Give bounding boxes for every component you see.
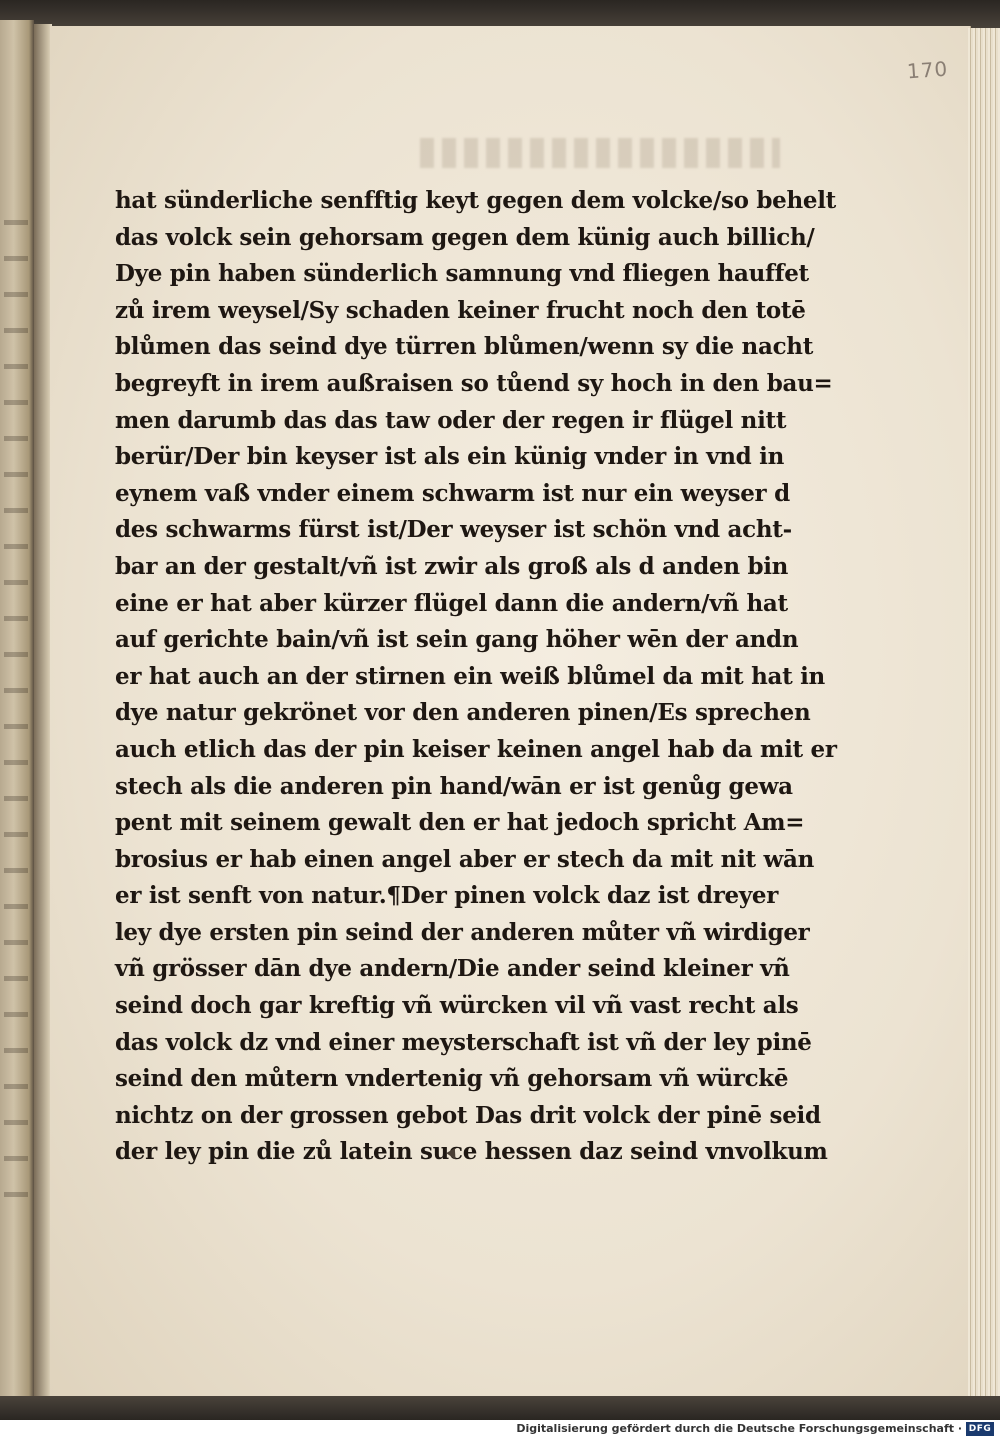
text-block [115, 183, 837, 1171]
text-line: eine er hat aber kürzer flügel dann die andern/vñ hat [115, 589, 788, 617]
left-page-edge [0, 20, 34, 1405]
text-line: auch etlich das der pin keiser keinen angel hab da mit er [115, 735, 837, 763]
text-line: das volck dz vnd einer meysterschaft ist vñ der ley pinē [115, 1028, 812, 1056]
text-line: Dye pin haben sünderlich samnung vnd fliegen hauffet [115, 260, 809, 288]
text-line: seind den můtern vndertenig vñ gehorsam vñ würckē [115, 1065, 789, 1093]
text-line: brosius er hab einen angel aber er stech da mit nit wān [115, 845, 815, 873]
text-line: hat sünderliche senfftig keyt gegen dem volcke/so behelt [115, 187, 836, 214]
text-line: begreyft in irem außraisen so tůend sy hoch in den bau= [115, 369, 833, 397]
page-edges [968, 28, 1000, 1400]
folio-number: 170 [906, 56, 949, 84]
text-line: des schwarms fürst ist/Der weyser ist schön vnd acht- [115, 516, 792, 544]
backdrop-bottom [0, 1396, 1000, 1420]
text-line: der ley pin die zů latein suce hessen daz seind vnvolkum [115, 1138, 828, 1166]
text-line: blůmen das seind dye türren blůmen/wenn sy die nacht [115, 333, 814, 361]
text-line: das volck sein gehorsam gegen dem künig auch billich/ [115, 223, 815, 251]
text-line: er hat auch an der stirnen ein weiß blůmel da mit hat in [115, 662, 825, 690]
left-page-text-fragment [4, 220, 28, 1220]
text-line: dye natur gekrönet vor den anderen pinen/Es sprechen [115, 699, 811, 727]
text-line: berür/Der bin keyser ist als ein künig vnder in vnd in [115, 443, 785, 471]
text-line: zů irem weysel/Sy schaden keiner frucht noch den totē [115, 296, 806, 324]
text-line: men darumb das das taw oder der regen ir flügel nitt [115, 406, 787, 434]
funding-credit: Digitalisierung gefördert durch die Deutsche Forschungsgemeinschaft · [516, 1422, 962, 1435]
footer-bar [0, 1420, 1000, 1440]
dfg-logo: DFG [966, 1422, 994, 1436]
text-line: seind doch gar kreftig vñ würcken vil vñ vast recht als [115, 992, 799, 1020]
text-line: pent mit seinem gewalt den er hat jedoch spricht Am= [115, 809, 805, 837]
text-line: vñ grösser dān dye andern/Die ander seind kleiner vñ [115, 955, 790, 983]
text-line: stech als die anderen pin hand/wān er ist genůg gewa [115, 772, 793, 800]
text-line: bar an der gestalt/vñ ist zwir als groß als d anden bin [115, 552, 789, 580]
text-line: ley dye ersten pin seind der anderen můter vñ wirdiger [115, 918, 810, 946]
text-line: nichtz on der grossen gebot Das drit volck der pinē seid [115, 1101, 821, 1129]
show-through-text [420, 138, 780, 168]
text-line: eynem vaß vnder einem schwarm ist nur ein weyser d [115, 479, 790, 507]
text-line: er ist senft von natur.¶Der pinen volck daz ist dreyer [115, 882, 779, 910]
text-line: auf gerichte bain/vñ ist sein gang höher wēn der andn [115, 626, 799, 654]
